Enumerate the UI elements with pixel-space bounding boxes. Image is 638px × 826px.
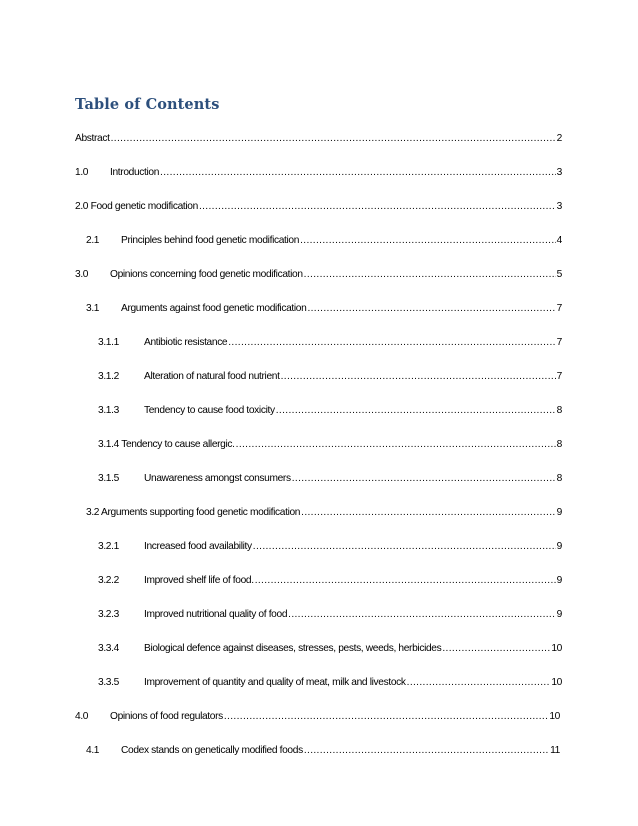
toc-entry-biological-defence[interactable] bbox=[98, 641, 562, 655]
toc-entry-text: Tendency to cause food toxicity bbox=[144, 405, 275, 416]
toc-entry-number: 3.1.1 bbox=[98, 337, 119, 348]
toc-page-number: 5 bbox=[556, 269, 562, 280]
toc-entry-text: Abstract bbox=[75, 133, 110, 144]
toc-entry-text: Introduction bbox=[110, 167, 160, 178]
toc-entry-text: Biological defence against diseases, stresses, pests, weeds, herbicides bbox=[144, 643, 442, 654]
toc-entry-number: 3.1.2 bbox=[98, 371, 119, 382]
toc-entry-meat-milk-livestock[interactable] bbox=[98, 675, 562, 689]
toc-entry-text: Opinions concerning food genetic modification bbox=[110, 269, 303, 280]
toc-entry-number: 3.1 bbox=[86, 303, 100, 314]
toc-leader-dots bbox=[442, 643, 550, 655]
toc-entry-number: 3.1.5 bbox=[98, 473, 119, 484]
toc-title: Table of Contents bbox=[75, 96, 220, 113]
toc-leader-dots bbox=[255, 575, 556, 587]
toc-page-number: 7 bbox=[556, 371, 562, 382]
toc-entry-text: Increased food availability bbox=[144, 541, 252, 552]
toc-page-number: 11 bbox=[550, 745, 560, 756]
toc-page-number: 4 bbox=[556, 235, 562, 246]
toc-entry-number: 3.1.3 bbox=[98, 405, 119, 416]
toc-leader-dots bbox=[224, 711, 548, 723]
toc-entry-codex[interactable] bbox=[86, 743, 560, 757]
toc-entry-text: Improved nutritional quality of food bbox=[144, 609, 288, 620]
toc-page-number: 9 bbox=[556, 609, 562, 620]
toc-entry-text: Improvement of quantity and quality of meat, milk and livestock bbox=[144, 677, 406, 688]
toc-entry-number: 4.0 bbox=[75, 711, 89, 722]
toc-entry-text: Antibiotic resistance bbox=[144, 337, 228, 348]
toc-leader-dots bbox=[304, 745, 549, 757]
toc-page-number: 9 bbox=[556, 541, 562, 552]
toc-entry-unawareness[interactable] bbox=[98, 471, 562, 485]
toc-entry-abstract[interactable] bbox=[75, 131, 562, 145]
toc-leader-dots bbox=[276, 405, 556, 417]
toc-entry-text: 3.2 Arguments supporting food genetic modification bbox=[86, 507, 301, 518]
toc-entry-arguments-against[interactable] bbox=[86, 301, 562, 315]
toc-entry-principles[interactable] bbox=[86, 233, 562, 247]
toc-entry-text: Alteration of natural food nutrient bbox=[144, 371, 280, 382]
toc-leader-dots bbox=[304, 269, 556, 281]
toc-entry-food-toxicity[interactable] bbox=[98, 403, 562, 417]
toc-entry-food-regulators[interactable] bbox=[75, 709, 560, 723]
toc-entry-number: 1.0 bbox=[75, 167, 89, 178]
toc-entry-number: 3.2.1 bbox=[98, 541, 119, 552]
toc-entry-antibiotic-resistance[interactable] bbox=[98, 335, 562, 349]
toc-entry-text: Arguments against food genetic modification bbox=[121, 303, 307, 314]
toc-entry-allergic[interactable] bbox=[98, 437, 562, 451]
toc-page-number: 2 bbox=[556, 133, 562, 144]
toc-page-number: 9 bbox=[556, 575, 562, 586]
toc-leader-dots bbox=[307, 303, 555, 315]
toc-leader-dots bbox=[228, 337, 555, 349]
toc-entry-text: Codex stands on genetically modified foods bbox=[121, 745, 303, 756]
toc-entry-number: 3.3.4 bbox=[98, 643, 119, 654]
toc-leader-dots bbox=[236, 439, 556, 451]
toc-entry-text: Unawareness amongst consumers bbox=[144, 473, 291, 484]
toc-entry-food-genetic-modification[interactable] bbox=[75, 199, 562, 213]
toc-entry-arguments-supporting[interactable] bbox=[86, 505, 562, 519]
toc-entry-text: Opinions of food regulators bbox=[110, 711, 223, 722]
toc-page-number: 8 bbox=[556, 405, 562, 416]
toc-entry-alteration-nutrient[interactable] bbox=[98, 369, 562, 383]
toc-entry-number: 3.2.3 bbox=[98, 609, 119, 620]
toc-entry-text: Improved shelf life of food. bbox=[144, 575, 254, 586]
toc-leader-dots bbox=[111, 133, 556, 145]
toc-entry-number: 3.2.2 bbox=[98, 575, 119, 586]
toc-entry-text: Principles behind food genetic modification bbox=[121, 235, 300, 246]
toc-entry-number: 3.3.5 bbox=[98, 677, 119, 688]
toc-leader-dots bbox=[288, 609, 556, 621]
toc-page-number: 10 bbox=[549, 711, 560, 722]
toc-leader-dots bbox=[160, 167, 556, 179]
toc-entry-number: 4.1 bbox=[86, 745, 100, 756]
toc-page-number: 10 bbox=[551, 677, 562, 688]
toc-leader-dots bbox=[199, 201, 556, 213]
toc-entry-text: 2.0 Food genetic modification bbox=[75, 201, 198, 212]
toc-entry-food-availability[interactable] bbox=[98, 539, 562, 553]
toc-page-number: 8 bbox=[556, 473, 562, 484]
toc-leader-dots bbox=[300, 235, 556, 247]
toc-leader-dots bbox=[407, 677, 551, 689]
toc-page-number: 3 bbox=[556, 201, 562, 212]
toc-entry-opinions-concerning[interactable] bbox=[75, 267, 562, 281]
toc-page-number: 3 bbox=[556, 167, 562, 178]
toc-leader-dots bbox=[292, 473, 556, 485]
toc-leader-dots bbox=[253, 541, 556, 553]
toc-entry-shelf-life[interactable] bbox=[98, 573, 562, 587]
toc-page-number: 10 bbox=[551, 643, 562, 654]
toc-leader-dots bbox=[281, 371, 556, 383]
toc-entry-number: 2.1 bbox=[86, 235, 100, 246]
toc-page-number: 8 bbox=[556, 439, 562, 450]
toc-page-number: 7 bbox=[556, 303, 562, 314]
toc-entry-number: 3.0 bbox=[75, 269, 89, 280]
toc-entry-introduction[interactable] bbox=[75, 165, 562, 179]
toc-page-number: 7 bbox=[556, 337, 562, 348]
toc-page-number: 9 bbox=[556, 507, 562, 518]
toc-entry-nutritional-quality[interactable] bbox=[98, 607, 562, 621]
toc-leader-dots bbox=[301, 507, 556, 519]
toc-entry-text: 3.1.4 Tendency to cause allergic. bbox=[98, 439, 235, 450]
